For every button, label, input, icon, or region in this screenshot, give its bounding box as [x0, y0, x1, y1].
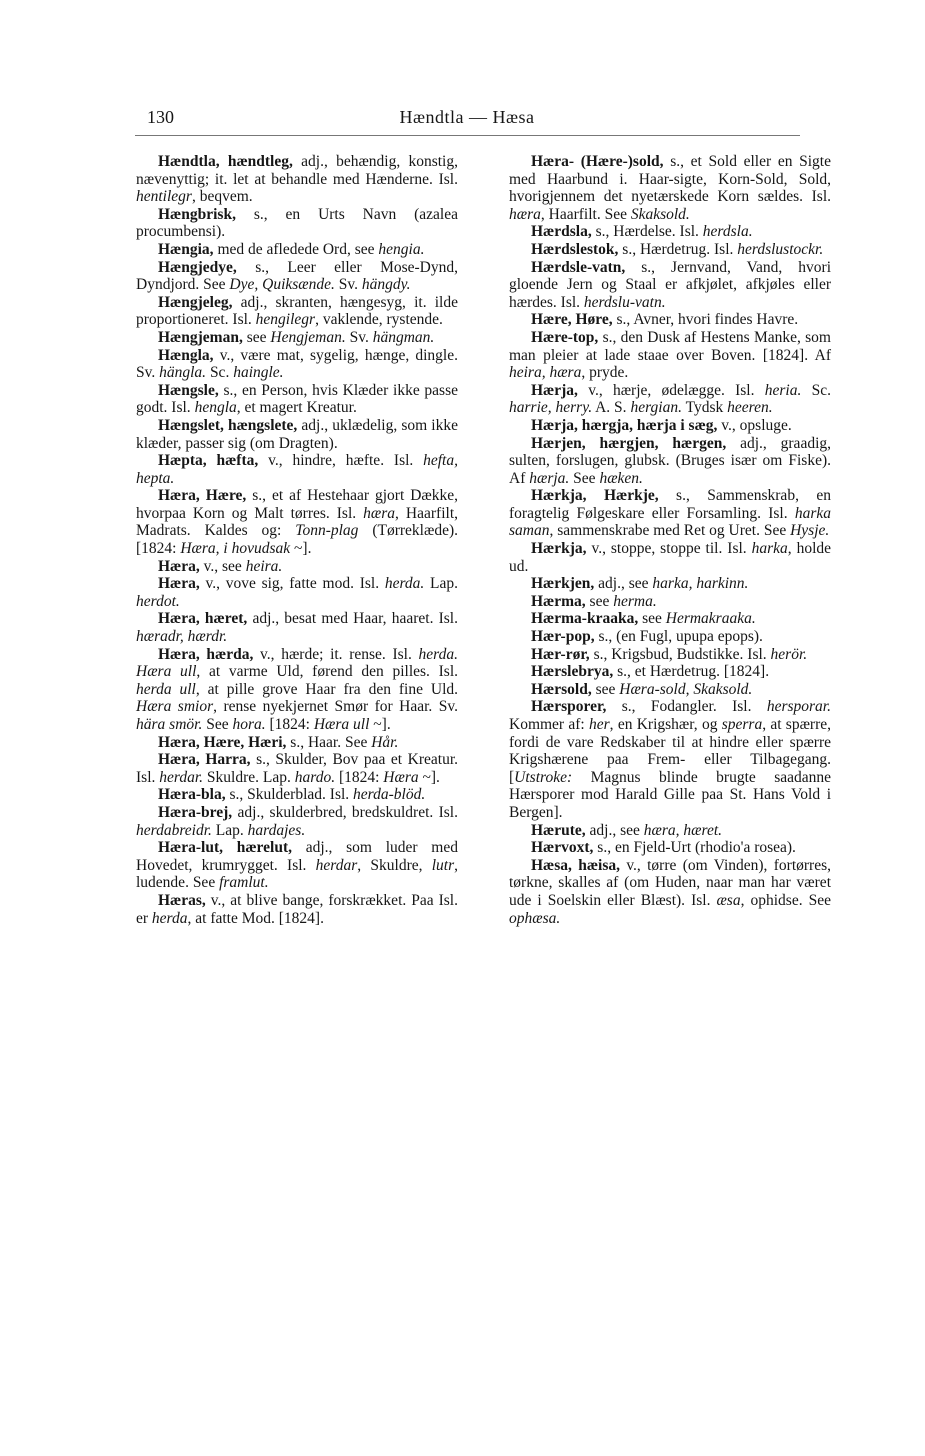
dictionary-entry [136, 575, 458, 610]
dictionary-entry [509, 259, 831, 312]
italic-term: herda. [384, 575, 425, 593]
dictionary-entry [136, 294, 458, 329]
entry-text: , vaklende, rystende. [315, 311, 443, 329]
dictionary-entry [136, 751, 458, 786]
dictionary-entry [136, 610, 458, 645]
dictionary-entry [136, 786, 458, 804]
italic-term: herdsla. [702, 223, 753, 241]
entry-text: adj., skulderbred, bredskuldret. Isl. [232, 803, 458, 821]
headword: Hærkja, [531, 540, 587, 558]
headword: Hængla, [158, 346, 214, 364]
dictionary-entry [136, 839, 458, 892]
headword: Hængjeman, [158, 328, 243, 346]
entry-text: , beqvem. [191, 188, 253, 206]
headword: Hære, Høre, [531, 311, 613, 329]
dictionary-entry [136, 241, 458, 259]
italic-term: hengilegr [255, 311, 316, 329]
italic-term: hæken. [599, 469, 643, 487]
headword: Hærdsle-vatn, [531, 258, 626, 276]
headword: Hængia, [158, 240, 214, 258]
entry-text: v., hærje, ødelægge. Isl. [577, 381, 765, 399]
entry-text: s., Haar. See [286, 733, 372, 751]
dictionary-entry [136, 487, 458, 557]
italic-term: Utstroke: [514, 768, 573, 786]
entry-text: , ophidse. See [740, 891, 831, 909]
dictionary-entry [136, 382, 458, 417]
entry-text: s., en Person, hvis Klæder ikke passe godt. Isl. [136, 381, 458, 417]
headword: Hængsle, [158, 381, 219, 399]
entry-text: Sc. [206, 364, 234, 382]
entry-text: v., vove sig, fatte mod. Isl. [199, 575, 385, 593]
entry-text: adj., see [585, 821, 644, 839]
italic-term: framlut. [219, 874, 269, 892]
entry-text: s., (en Fugl, upupa epops). [594, 628, 763, 646]
italic-term: heria. [764, 381, 802, 399]
entry-text: v., hindre, hæfte. Isl. [258, 452, 424, 470]
italic-term: herda [151, 909, 188, 927]
entry-text: [1824: [265, 716, 314, 733]
italic-term: hängla. [159, 364, 207, 382]
italic-term: Skaksold. [630, 205, 690, 223]
italic-term: hengia. [378, 240, 425, 258]
dictionary-entry [136, 259, 458, 294]
italic-term: herdar [315, 856, 358, 874]
dictionary-entry [509, 223, 831, 241]
headword: Hændtla, hændtleg, [158, 153, 293, 170]
italic-term: Hæra [383, 768, 419, 786]
entry-text: Kommer af: [509, 716, 589, 733]
italic-term: Hæra, i hovudsak [180, 540, 291, 558]
dictionary-entry [509, 487, 831, 540]
italic-term: Dye, Quiksænde. [229, 276, 335, 294]
entry-text: , ludende. See [136, 856, 458, 892]
italic-term: heira, hæra [509, 364, 582, 382]
entry-text: s., et Sold eller en Sigte med Haarbund i. Haar-sigte, Korn-Sold, Sold, hvorigjennem det nyetærskede Korn sældes. Isl. [509, 153, 831, 206]
italic-term: hära smör. [136, 716, 203, 733]
dictionary-entry [509, 382, 831, 417]
headword: Hærute, [531, 821, 586, 839]
dictionary-entry [136, 646, 458, 734]
italic-term: hentilegr [136, 188, 192, 206]
italic-term: herdar. [159, 768, 204, 786]
italic-term: hängman. [372, 328, 435, 346]
entry-text: s., en Urts Navn (azalea procumbensi). [136, 205, 458, 241]
italic-term: Tonn-plag [295, 522, 359, 540]
entry-text: , pryde. [581, 364, 629, 382]
entry-text: v., see [199, 557, 246, 575]
italic-term: hæra [509, 205, 541, 223]
dictionary-entry [509, 540, 831, 575]
headword: Hærjen, hærgjen, hærgen, [531, 434, 727, 452]
headword: Hæra, Hære, Hæri, [158, 733, 287, 751]
italic-term: Hysje. [790, 522, 830, 540]
italic-term: Hæra-sold, Skaksold. [619, 680, 753, 698]
italic-term: Hæra smior [136, 698, 214, 716]
headword: Hærja, hærgja, hærja i sæg, [531, 416, 718, 434]
italic-term: herda-blöd. [353, 786, 426, 804]
headword: Hærsold, [531, 680, 592, 698]
dictionary-entry [136, 734, 458, 752]
entry-text: Tydsk [681, 399, 728, 417]
italic-term: hæradr, hærdr. [136, 628, 228, 646]
entry-text: s., Fodangler. Isl. [606, 698, 767, 716]
italic-term: hærja. [529, 469, 570, 487]
dictionary-entry [136, 347, 458, 382]
italic-term: herdot. [136, 592, 180, 610]
dictionary-entry [509, 663, 831, 681]
italic-term: hengla [194, 399, 237, 417]
entry-text: ~]. [369, 716, 391, 733]
entry-text: , at fatte Mod. [1824]. [187, 909, 324, 927]
headword: Hærdsla, [531, 223, 592, 241]
italic-term: ophæsa. [509, 909, 561, 927]
right-column [509, 153, 831, 927]
entry-text: s., Avner, hvori findes Havre. [612, 311, 799, 329]
italic-term: hardajes. [247, 821, 306, 839]
headword: Hæra- (Hære-)sold, [531, 153, 664, 170]
page-number: 130 [147, 107, 174, 127]
entry-text: Skuldre. Lap. [203, 768, 295, 786]
italic-term: hæra [363, 504, 396, 522]
headword: Hængjeleg, [158, 293, 233, 311]
headword: Hæra-lut, hærelut, [158, 839, 292, 857]
headword: Hængslet, hængslete, [158, 416, 298, 434]
headword: Hæra, Hære, [158, 487, 247, 505]
dictionary-entry [136, 329, 458, 347]
italic-term: harka saman [509, 504, 831, 540]
headword: Hærsporer, [531, 698, 607, 716]
dictionary-entry [509, 610, 831, 628]
entry-text: see [638, 610, 666, 628]
entry-text: (Tørreklæde). [1824: [136, 522, 458, 558]
italic-term: hæra, hæret. [643, 821, 723, 839]
headword: Hæra, hærda, [158, 645, 254, 663]
italic-term: lutr [431, 856, 455, 874]
entry-text: , Skuldre, [357, 856, 432, 874]
entry-text: v., stoppe, stoppe til. Isl. [586, 540, 752, 558]
entry-text: s., Leer eller Mose-Dynd, Dyndjord. See [136, 258, 458, 294]
dictionary-entry [509, 153, 831, 223]
italic-term: Hår. [371, 733, 399, 751]
dictionary-entry [509, 646, 831, 664]
italic-term: Hæra ull [136, 663, 197, 681]
italic-term: herdabreidr. [136, 821, 212, 839]
dictionary-entry [136, 892, 458, 927]
entry-text: , en Krigshær, og [609, 716, 722, 733]
entry-text: See [202, 716, 233, 733]
entry-text: , holde ud. [509, 540, 832, 575]
headword: Hæra, [158, 575, 200, 593]
headword: Hærslebrya, [531, 663, 614, 681]
header-rule [135, 135, 800, 136]
dictionary-entry [136, 558, 458, 576]
entry-text: v., opsluge. [717, 416, 792, 434]
italic-term: herda ull [136, 680, 196, 698]
dictionary-entry [136, 452, 458, 487]
dictionary-entry [509, 575, 831, 593]
entry-text: A. S. [592, 399, 631, 417]
entry-text: s., Skulder, Bov paa et Kreatur. Isl. [136, 751, 459, 786]
entry-text: , Haarfilt. See [540, 205, 631, 223]
entry-text: see [591, 680, 620, 698]
entry-text: s., Hærdetrug. Isl. [618, 240, 738, 258]
dictionary-entry [509, 329, 831, 382]
italic-term: Hæra ull [313, 716, 370, 733]
entry-text: , at spærre, fordi de vare Redskaber til at hindre eller spærre Krigshærene paa Frem- eller Tilbagegang. [ [509, 716, 832, 786]
italic-term: æsa [716, 891, 741, 909]
headword: Hæra, Harra, [158, 751, 251, 769]
entry-text: adj., besat med Haar, haaret. Isl. [247, 610, 458, 628]
entry-text: v., at blive bange, forskrækket. Paa Isl. er [136, 891, 458, 927]
entry-text: adj., skranten, hængesyg, it. ilde proportioneret. Isl. [136, 293, 458, 329]
entry-text: s., et Hærdetrug. [1824]. [613, 663, 770, 681]
italic-term: heira. [245, 557, 283, 575]
italic-term: sperra [721, 716, 763, 733]
dictionary-entry [509, 311, 831, 329]
headword: Hæras, [158, 891, 206, 909]
headword: Hærma-kraaka, [531, 610, 639, 628]
entry-text: s., Skulderblad. Isl. [225, 786, 354, 804]
headword: Hæpta, hæfta, [158, 452, 259, 470]
running-head: Hændtla — Hæsa [399, 107, 535, 127]
entry-text: s., den Dusk af Hestens Manke, som man pleier at lade staae over Boven. [1824]. Af [509, 328, 831, 364]
entry-text: adj., graadig, sulten, forslugen, glubsk. (Bruges især om Fiske). Af [509, 434, 831, 487]
headword: Hærma, [531, 592, 586, 610]
italic-term: herda. [418, 645, 458, 663]
italic-term: harrie, herry. [509, 399, 593, 417]
italic-term: herdslu-vatn. [583, 293, 666, 311]
entry-text: adj., som luder med Hovedet, krumrygget. Isl. [136, 839, 458, 874]
entry-text: s., en Fjeld-Urt (rhodio'a rosea). [593, 839, 796, 857]
italic-term: herdslustockr. [737, 240, 824, 258]
entry-text: s., Krigsbud, Budstikke. Isl. [589, 645, 771, 663]
dictionary-entry [509, 698, 831, 821]
italic-term: hora. [232, 716, 266, 733]
entry-text: s., Sammenskrab, en foragtelig Følgeskare eller Forsamling. Isl. [509, 487, 831, 522]
entry-text: adj., behændig, konstig, nævenyttig; it. let at behandle med Hænderne. Isl. [136, 153, 458, 188]
entry-text: adj., see [594, 575, 653, 593]
italic-term: hängdy. [361, 276, 411, 294]
entry-text: med de afledede Ord, see [213, 240, 379, 258]
headword: Hængbrisk, [158, 205, 236, 223]
headword: Hæra-brej, [158, 803, 233, 821]
entry-text: adj., uklædelig, som ikke klæder, passer sig (om Dragten). [136, 416, 458, 452]
italic-term: hersporar. [766, 698, 831, 716]
italic-term: Hengjeman. [270, 328, 346, 346]
entry-text: v., være mat, sygelig, hænge, dingle. Sv. [136, 346, 458, 382]
dictionary-entry [509, 593, 831, 611]
headword: Hærvoxt, [531, 839, 594, 857]
entry-text: v., hærde; it. rense. Isl. [253, 645, 419, 663]
headword: Hær-pop, [531, 628, 595, 646]
headword: Hærkjen, [531, 575, 595, 593]
italic-term: hardo. [294, 768, 336, 786]
entry-text: Sv. [345, 328, 373, 346]
entry-text: , at pille grove Haar fra den fine Uld. [195, 680, 459, 698]
dictionary-entry [509, 822, 831, 840]
page-header [147, 104, 787, 134]
headword: Hær-rør, [531, 645, 590, 663]
entry-text: , Haarfilt, Madrats. Kaldes og: [136, 504, 459, 540]
headword: Hærkja, Hærkje, [531, 487, 659, 505]
dictionary-entry [509, 628, 831, 646]
entry-text: s., et af Hestehaar gjort Dække, hvorpaa Korn og Malt tørres. Isl. [136, 487, 458, 522]
dictionary-entry [509, 681, 831, 699]
entry-text: Lap. [211, 821, 248, 839]
dictionary-entry [136, 417, 458, 452]
entry-text: , et magert Kreatur. [236, 399, 357, 417]
dictionary-entry [509, 857, 831, 927]
entry-text: v., tørre (om Vinden), fortørres, tørkne, skalles af (om Huden, naar man har været ude i Soelskin eller Blæst). Isl. [509, 856, 831, 909]
dictionary-entry [509, 241, 831, 259]
italic-term: herma. [613, 592, 657, 610]
entry-text: Magnus blinde brugte saadanne Hærsporer mod Harald Gille paa St. Hans Vold i Bergen]. [509, 768, 831, 821]
headword: Hæra, hæret, [158, 610, 248, 628]
italic-term: her [589, 716, 610, 733]
left-column [136, 153, 458, 927]
entry-text: Sc. [801, 381, 831, 399]
italic-term: harka [751, 540, 788, 558]
entry-text: [1824: [335, 768, 384, 786]
dictionary-entry [509, 839, 831, 857]
italic-term: hergian. [630, 399, 682, 417]
entry-text: ~]. [418, 768, 440, 786]
entry-text: Sv. [334, 276, 362, 294]
entry-text: See [569, 469, 600, 487]
entry-text: see [242, 328, 271, 346]
entry-text: , rense nyekjernet Smør for Haar. Sv. [213, 698, 458, 716]
italic-term: herör. [770, 645, 808, 663]
entry-text: , at varme Uld, førend den pilles. Isl. [196, 663, 459, 681]
headword: Hærja, [531, 381, 578, 399]
entry-text: Lap. [424, 575, 458, 593]
headword: Hæra, [158, 557, 200, 575]
dictionary-entry [509, 435, 831, 488]
italic-term: harka, harkinn. [652, 575, 749, 593]
dictionary-entry [509, 417, 831, 435]
headword: Hæra-bla, [158, 786, 226, 804]
headword: Hærdslestok, [531, 240, 619, 258]
italic-term: haingle. [233, 364, 284, 382]
dictionary-entry [136, 206, 458, 241]
dictionary-entry [136, 153, 458, 206]
italic-term: hefta, hepta. [136, 452, 458, 487]
entry-text: see [585, 592, 614, 610]
entry-text: , sammenskrabe med Ret og Uret. See [549, 522, 791, 540]
dictionary-entry [136, 804, 458, 839]
headword: Hængjedye, [158, 258, 237, 276]
italic-term: heeren. [727, 399, 773, 417]
headword: Hæsa, hæisa, [531, 856, 620, 874]
entry-text: s., Jernvand, Vand, hvori gloende Jern og Staal er afkjølet, afkjøles eller hærdes. Isl. [509, 258, 831, 311]
entry-text: ~]. [290, 540, 312, 558]
headword: Hære-top, [531, 328, 599, 346]
entry-text: s., Hærdelse. Isl. [591, 223, 703, 241]
italic-term: Hermakraaka. [665, 610, 756, 628]
